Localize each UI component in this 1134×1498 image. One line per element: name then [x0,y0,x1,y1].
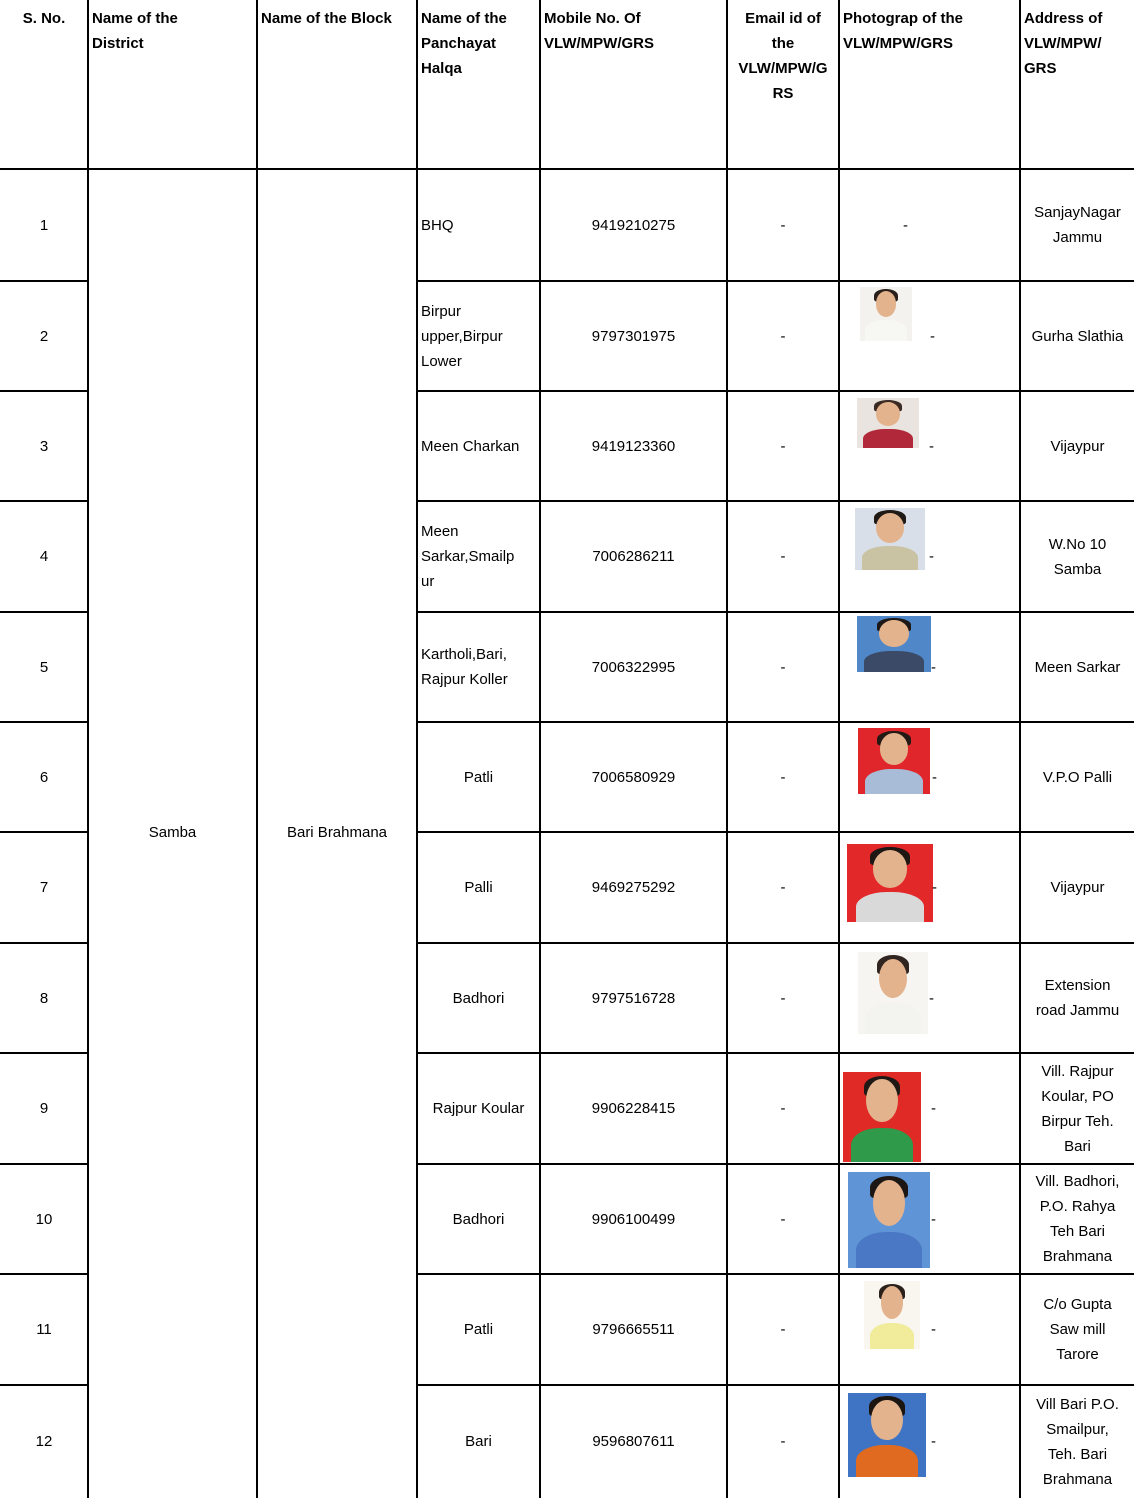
address-cell: Gurha Slathia [1031,327,1124,345]
halqa-cell: Meen Sarkar,Smailp ur [421,523,515,590]
photo-dash: - [931,1433,936,1450]
halqa-cell: BHQ [421,216,454,234]
email-cell: - [780,437,786,455]
mobile-cell: 9797516728 [591,989,676,1007]
address-cell: C/o Gupta Saw mill Tarore [1043,1296,1112,1363]
halqa-cell: Badhori [452,1210,505,1228]
sno-cell: 5 [39,658,49,676]
header-email: Email id of the VLW/MPW/G RS [738,10,828,102]
halqa-cell: Badhori [452,989,505,1007]
staff-photo [848,1172,930,1268]
staff-photo [857,398,919,448]
sno-cell: 2 [39,327,49,345]
email-cell: - [780,548,786,565]
email-cell: - [780,879,786,896]
mobile-cell: 7006286211 [592,548,675,565]
photo-dash: - [929,548,934,565]
header-photo: Photograp of the VLW/MPW/GRS [843,10,963,52]
sno-cell: 8 [39,989,49,1007]
mobile-cell: 9419123360 [591,437,676,455]
email-cell: - [780,989,786,1007]
address-cell: Extension road Jammu [1035,977,1120,1019]
sno-cell: 11 [36,1321,52,1338]
photo-dash: - [929,989,934,1007]
mobile-cell: 7006322995 [591,658,676,676]
photo-dash: - [931,658,936,676]
mobile-cell: 9596807611 [592,1433,675,1450]
photo-dash: - [903,216,908,234]
mobile-cell: 9419210275 [591,216,676,234]
header-halqa: Name of the Panchayat Halqa [421,10,507,77]
halqa-cell: Patli [463,1321,494,1338]
staff-photo [857,616,931,672]
header-sno: S. No. [22,10,66,27]
sno-cell: 6 [39,768,49,786]
sno-cell: 12 [35,1433,53,1450]
photo-dash: - [931,1100,936,1117]
staff-photo [848,1393,926,1477]
header-block: Name of the Block [261,10,392,27]
address-cell: Vill. Rajpur Koular, PO Birpur Teh. Bari [1041,1062,1114,1155]
email-cell: - [780,1100,786,1117]
email-cell: - [780,1433,786,1450]
email-cell: - [780,658,786,676]
photo-dash: - [932,879,937,896]
address-cell: SanjayNagar Jammu [1034,204,1121,246]
halqa-cell: Patli [463,768,494,786]
mobile-cell: 7006580929 [591,768,676,786]
staff-photo [843,1072,921,1162]
header-address: Address of VLW/MPW/ GRS [1024,10,1103,77]
header-mobile: Mobile No. Of VLW/MPW/GRS [544,10,654,52]
sno-cell: 1 [39,216,49,234]
photo-dash: - [931,1210,936,1228]
halqa-cell: Bari [465,1433,492,1450]
staff-photo [864,1281,920,1349]
address-cell: Vijaypur [1050,879,1105,896]
staff-photo [855,508,925,570]
sno-cell: 9 [39,1100,49,1117]
address-cell: W.No 10 Samba [1048,535,1107,578]
district-cell: Samba [148,823,197,841]
address-cell: Meen Sarkar [1034,658,1121,676]
staff-photo [858,728,930,794]
halqa-cell: Rajpur Koular [432,1100,525,1117]
photo-dash: - [931,1321,936,1338]
sno-cell: 4 [39,548,49,565]
halqa-cell: Palli [464,879,493,896]
email-cell: - [780,768,786,786]
mobile-cell: 9906228415 [591,1100,676,1117]
email-cell: - [780,216,786,234]
mobile-cell: 9906100499 [591,1210,676,1228]
address-cell: V.P.O Palli [1042,768,1113,786]
email-cell: - [780,327,786,345]
photo-dash: - [932,768,937,786]
mobile-cell: 9469275292 [591,879,676,896]
halqa-cell: Meen Charkan [421,437,520,455]
address-cell: Vill. Badhori, P.O. Rahya Teh Bari Brahmana [1035,1173,1120,1265]
halqa-cell: Birpur upper,Birpur Lower [421,302,503,370]
sno-cell: 7 [39,879,49,896]
address-cell: Vijaypur [1050,437,1105,455]
photo-dash: - [930,327,935,345]
sno-cell: 10 [35,1210,53,1228]
sno-cell: 3 [39,437,49,455]
email-cell: - [780,1210,786,1228]
address-cell: Vill Bari P.O. Smailpur, Teh. Bari Brahmana [1036,1395,1119,1488]
photo-dash: - [929,437,934,455]
block-cell: Bari Brahmana [286,823,388,841]
email-cell: - [780,1321,786,1338]
mobile-cell: 9796665511 [592,1321,675,1338]
staff-photo [860,287,912,341]
header-district: Name of the District [92,10,178,52]
staff-photo [858,952,928,1034]
halqa-cell: Kartholi,Bari, Rajpur Koller [421,646,508,688]
staff-photo [847,844,933,922]
mobile-cell: 9797301975 [591,327,676,345]
column-divider [256,0,257,1498]
